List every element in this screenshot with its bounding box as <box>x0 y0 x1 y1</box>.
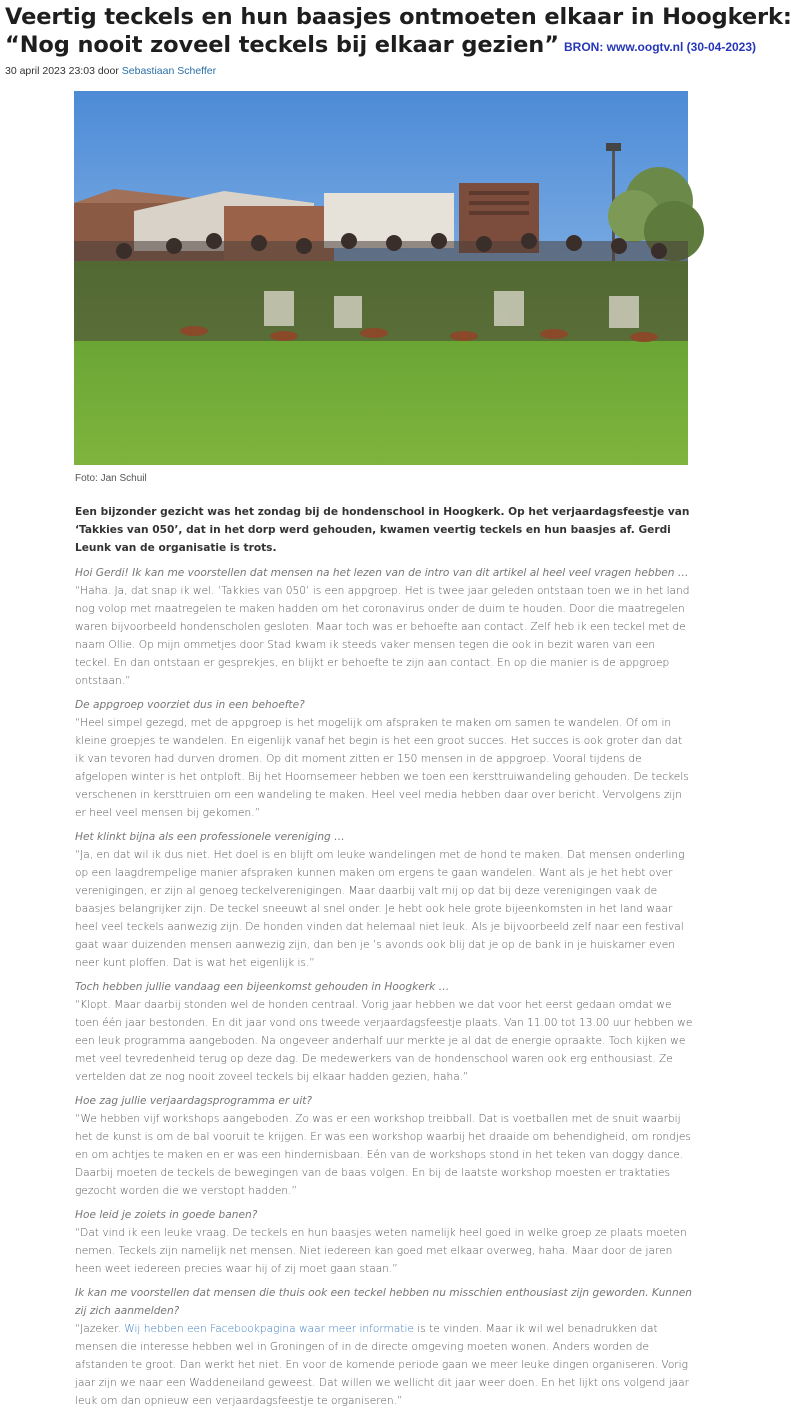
answer: “Klopt. Maar daarbij stonden wel de honden centraal. Vorig jaar hebben we dat voor het eerst gedaan omdat we toen één jaar bestonden. En dit jaar vond ons tweede verjaardagsfeestje plaats. Van 11.00 tot 13.00 uur hebben we een leuk programma aangeboden. Na ongeveer anderhalf uur merkte je al dat de energie opraakte. Toch kijken we met veel tevredenheid terug op deze dag. De medewerkers van de hondenschool waren ook erg enthousiast. Ze vertelden dat ze nog nooit zoveel teckels bij elkaar hadden gezien, haha.” <box>75 999 693 1083</box>
answer <box>75 1320 693 1410</box>
question: Hoi Gerdi! Ik kan me voorstellen dat mensen na het lezen van de intro van dit artikel al heel veel vragen hebben … <box>75 567 689 579</box>
answer: “Haha. Ja, dat snap ik wel. ‘Takkies van 050’ is een appgroep. Het is twee jaar geleden ontstaan toen we in het land nog volop met maatregelen te maken hadden om het coronavirus onder de duim te houden. Door die maatregelen waren bijvoorbeeld hondenscholen gesloten. Maar toch was er behoefte aan contact. Zelf heb ik een teckel met de naam Ollie. Op mijn ommetjes door Stad kwam ik steeds vaker mensen tegen die ook in bezit waren van een teckel. En dan ontstaan er gesprekjes, en blijkt er behoefte te zijn aan contact. En op die manier is de appgroep ontstaan.” <box>75 585 690 687</box>
question: Hoe leid je zoiets in goede banen? <box>75 1209 258 1221</box>
answer: “Heel simpel gezegd, met de appgroep is het mogelijk om afspraken te maken om samen te wandelen. Of om in kleine groepjes te wandelen. En eigenlijk vanaf het begin is het een groot succes. Het succes is ook groter dan dat ik van tevoren had durven dromen. Op dit moment zitten er 150 mensen in de appgroep. Vooral tijdens de afgelopen winter is het ontploft. Bij het Hoornsemeer hebben we toen een kersttruiwandeling gehouden. De teckels verschenen in kersttruien om een wandeling te maken. Heel veel media hebben daar over bericht. Vervolgens zijn er heel veel mensen bij gekomen.” <box>75 717 689 819</box>
article-body <box>75 503 693 1416</box>
answer: “Ja, en dat wil ik dus niet. Het doel is en blijft om leuke wandelingen met de hond te maken. Dat mensen onderling op een laagdrempelige manier afspraken kunnen maken om ergens te gaan wandelen. Want als je het hebt over verenigingen, er zijn al genoeg teckelverenigingen. Maar daarbij valt mij op dat bij deze verenigingen vaak de baasjes belangrijker zijn. De teckel sneeuwt al snel onder. Je hebt ook hele grote bijeenkomsten in het land waar heel veel teckels aanwezig zijn. De honden vinden dat helemaal niet leuk. Als je bijvoorbeeld zelf naar een festival gaat waar duizenden mensen aanwezig zijn, dan ben je ’s avonds ook blij dat je op de bank in je huiskamer even neer kunt ploffen. Dat is wat het eigenlijk is.” <box>75 849 685 969</box>
question: Ik kan me voorstellen dat mensen die thuis ook een teckel hebben nu misschien enthousiast zijn geworden. Kunnen zij zich aanmelden? <box>75 1287 692 1317</box>
publish-date: 30 april 2023 23:03 door <box>5 65 119 77</box>
answer: “Dat vind ik een leuke vraag. De teckels en hun baasjes weten namelijk heel goed in welke groep ze plaats moeten nemen. Teckels zijn namelijk net mensen. Niet iedereen kan goed met elkaar overweg, haha. Maar door de jaren heen weet iedereen precies waar hij of zij moet gaan staan.” <box>75 1227 687 1275</box>
question: De appgroep voorziet dus in een behoefte? <box>75 699 305 711</box>
source-label: BRON: www.oogtv.nl (30-04-2023) <box>564 40 757 54</box>
group-photo <box>74 91 688 465</box>
facebook-page-link[interactable]: Wij hebben een Facebookpagina waar meer informatie <box>124 1323 414 1335</box>
article-title: Veertig teckels en hun baasjes ontmoeten elkaar in Hoogkerk: “Nog nooit zoveel teckels bij elkaar gezien” <box>5 4 792 58</box>
author-link[interactable]: Sebastiaan Scheffer <box>121 65 217 77</box>
question: Toch hebben jullie vandaag een bijeenkomst gehouden in Hoogkerk … <box>75 981 450 993</box>
answer: “We hebben vijf workshops aangeboden. Zo was er een workshop treibball. Dat is voetballen met de snuit waarbij het de kunst is om de bal vooruit te krijgen. Er was een workshop waarbij het draaide om behendigheid, om rondjes en om achtjes te maken en er was een hindernisbaan. Eén van de workshops stond in het teken van doggy dance. Daarbij moeten de teckels de bewegingen van de baas volgen. En bij de laatste workshop moesten er traktaties gezocht worden die we verstopt hadden.” <box>75 1113 691 1197</box>
photo-caption: Foto: Jan Schuil <box>75 473 147 484</box>
question: Hoe zag jullie verjaardagsprogramma er uit? <box>75 1095 313 1107</box>
answer-text: “Jazeker. <box>75 1323 125 1335</box>
group-photo-image <box>74 91 688 465</box>
answer-text: is te vinden. Maar ik wil wel benadrukken dat mensen die interesse hebben wel in Groningen of in de directe omgeving moeten wonen. Anders worden de afstanden te groot. Dan werkt het niet. En voor de komende periode gaan we meer leuke dingen organiseren. Vorig jaar zijn we naar een Waddeneiland geweest. Dat willen we wellicht dit jaar weer doen. En het lijkt ons volgend jaar leuk om dan opnieuw een verjaardagsfeestje te organiseren.” <box>75 1323 689 1407</box>
article-meta <box>5 65 216 77</box>
question: Het klinkt bijna als een professionele vereniging … <box>75 831 345 843</box>
article-intro: Een bijzonder gezicht was het zondag bij de hondenschool in Hoogkerk. Op het verjaardagsfeestje van ‘Takkies van 050’, dat in het dorp werd gehouden, kwamen veertig teckels en hun baasjes af. Gerdi Leunk van de organisatie is trots. <box>75 506 690 554</box>
